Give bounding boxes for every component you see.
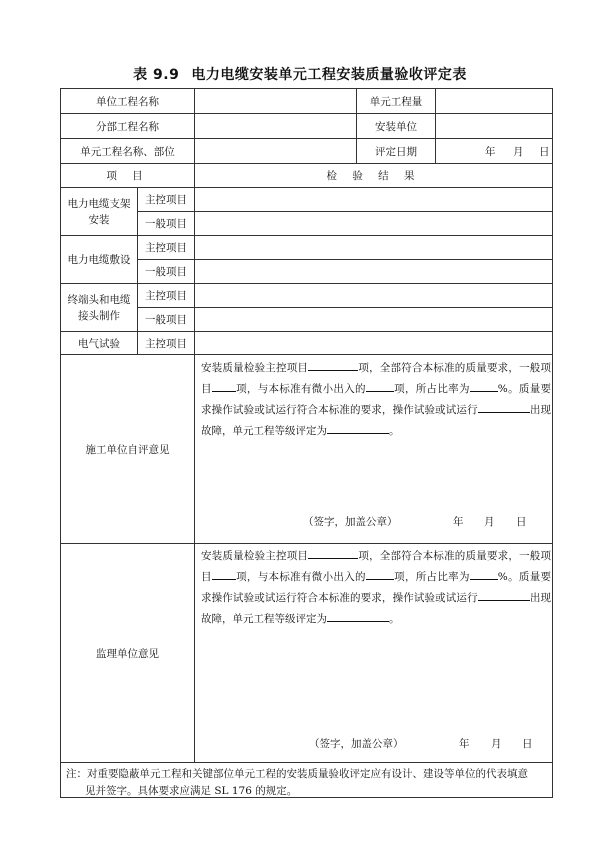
supervision-opinion-text: 安装质量检验主控项目 项，全部符合本标准的质量要求，一般项目 项，与本标准有微小出入的 项，所占比率为 %。质量要求操作试验或试运行符合本标准的要求，操作试验或试运行 出现故障，单元工程等级评定为 。 [201, 546, 551, 630]
blank-main-count-2[interactable] [308, 546, 358, 559]
supervision-opinion-label: 监理单位意见 [60, 543, 195, 763]
section-cable-laying-general: 一般项目 [137, 259, 195, 284]
section-cable-laying-main: 主控项目 [137, 235, 195, 260]
blank-deviation-count-2[interactable] [366, 567, 394, 580]
table-number: 表 9.9 [133, 67, 180, 83]
supervision-sign-month: 月 [491, 738, 502, 750]
supervision-signature: （签字，加盖公章） [309, 738, 404, 750]
supervision-sign-year: 年 [459, 738, 470, 750]
section-terminal-joint-general: 一般项目 [137, 307, 195, 332]
eval-date-label: 评定日期 [356, 138, 436, 164]
blank-deviation-count[interactable] [366, 379, 394, 392]
section-cable-bracket-main-result[interactable] [194, 187, 553, 212]
section-cable-bracket-main: 主控项目 [137, 187, 195, 212]
section-terminal-joint-general-result[interactable] [194, 307, 553, 332]
blank-grade[interactable] [327, 421, 389, 434]
element-name-label: 单元工程名称、部位 [60, 138, 195, 164]
section-terminal-joint: 终端头和电缆接头制作 [60, 283, 138, 332]
note [66, 766, 550, 800]
section-cable-laying-general-result[interactable] [194, 259, 553, 284]
section-cable-laying-main-result[interactable] [194, 235, 553, 260]
note-line-2: 见并签字。具体要求应满足 SL 176 的规定。 [85, 785, 298, 797]
blank-general-count[interactable] [212, 379, 236, 392]
install-unit-label: 安装单位 [356, 113, 436, 139]
section-cable-bracket: 电力电缆支架安装 [60, 187, 138, 236]
blank-main-count[interactable] [308, 358, 358, 371]
unit-qty-label: 单元工程量 [356, 88, 436, 114]
unit-qty-field[interactable] [435, 88, 553, 114]
unit-project-label: 单位工程名称 [60, 88, 195, 114]
section-cable-bracket-general-result[interactable] [194, 211, 553, 236]
blank-grade-2[interactable] [327, 609, 389, 622]
unit-project-field[interactable] [194, 88, 357, 114]
section-electrical-test: 电气试验 [60, 331, 138, 355]
supervision-sign-day: 日 [522, 738, 533, 750]
table-title: 电力电缆安装单元工程安装质量验收评定表 [191, 67, 467, 83]
section-terminal-joint-main: 主控项目 [137, 283, 195, 308]
date-month: 月 [513, 146, 524, 158]
section-electrical-test-main: 主控项目 [137, 331, 195, 355]
section-cable-bracket-general: 一般项目 [137, 211, 195, 236]
eval-date-field[interactable] [435, 138, 553, 164]
element-name-field[interactable] [194, 138, 357, 164]
sub-project-field[interactable] [194, 113, 357, 139]
construction-sign-day: 日 [516, 516, 527, 528]
construction-opinion-text: 安装质量检验主控项目 项，全部符合本标准的质量要求，一般项目 项，与本标准有微小出入的 项，所占比率为 %。质量要求操作试验或试运行符合本标准的要求，操作试验或试运行 出现故障，单元工程等级评定为 。 [201, 358, 551, 442]
construction-opinion-label: 施工单位自评意见 [60, 354, 195, 544]
blank-ratio[interactable] [470, 379, 498, 392]
construction-sign-year: 年 [453, 516, 464, 528]
note-line-1: 注：对重要隐蔽单元工程和关键部位单元工程的安装质量验收评定应有设计、建设等单位的代表填意 [66, 768, 528, 780]
item-column-header: 项 目 [60, 163, 195, 188]
page-title [0, 64, 600, 84]
blank-fault-2[interactable] [478, 588, 530, 601]
section-electrical-test-main-result[interactable] [194, 331, 553, 355]
blank-general-count-2[interactable] [212, 567, 236, 580]
section-terminal-joint-main-result[interactable] [194, 283, 553, 308]
date-year: 年 [485, 146, 496, 158]
install-unit-field[interactable] [435, 113, 553, 139]
section-cable-laying: 电力电缆敷设 [60, 235, 138, 284]
sub-project-label: 分部工程名称 [60, 113, 195, 139]
date-day: 日 [539, 146, 550, 158]
result-column-header: 检 验 结 果 [194, 163, 553, 188]
construction-signature: （签字，加盖公章） [303, 516, 398, 528]
blank-ratio-2[interactable] [470, 567, 498, 580]
construction-sign-month: 月 [484, 516, 495, 528]
blank-fault[interactable] [478, 400, 530, 413]
